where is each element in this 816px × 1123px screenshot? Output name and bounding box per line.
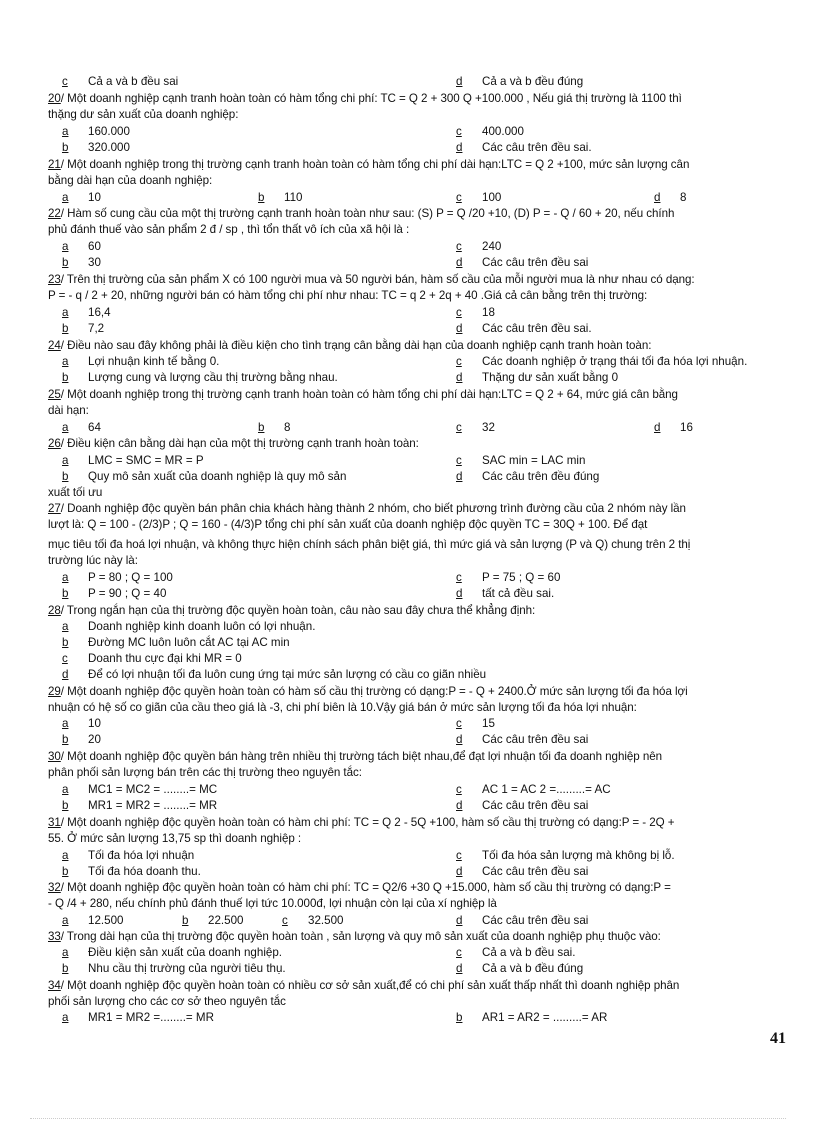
question-26: 26/ Điều kiện cân bằng dài hạn của một thị trường cạnh tranh hoàn toàn: bbox=[48, 437, 419, 450]
q25-option-c: c 32 bbox=[456, 421, 495, 434]
q33-option-d: d Cả a và b đều đúng bbox=[456, 962, 584, 975]
q29-option-c: c 15 bbox=[456, 717, 495, 730]
question-20: 20/ Một doanh nghiệp cạnh tranh hoàn toàn có hàm tổng chi phí: TC = Q 2 + 300 Q +100.000 , Nếu giá thị trường là 1100 thì bbox=[48, 92, 682, 105]
q34-option-b: b AR1 = AR2 = .........= AR bbox=[456, 1011, 608, 1024]
page-number: 41 bbox=[770, 1030, 786, 1047]
question-23-cont: P = - q / 2 + 20, những người bán có hàm tổng chi phí như nhau: TC = q 2 + 2q + 40 .Giá cả cân bằng trên thị trường: bbox=[48, 289, 648, 302]
q29-option-b: b 20 bbox=[62, 733, 101, 746]
question-34-cont: phối sản lượng cho các cơ sở theo nguyên tắc bbox=[48, 995, 286, 1008]
question-31-cont: 55. Ở mức sản lượng 13,75 sp thì doanh nghiệp : bbox=[48, 832, 302, 845]
q31-option-a: a Tối đa hóa lợi nhuận bbox=[62, 849, 195, 862]
q21-option-b: b 110 bbox=[258, 191, 303, 204]
question-20-cont: thặng dư sản xuất của doanh nghiệp: bbox=[48, 108, 239, 121]
q24-option-b: b Lượng cung và lượng cầu thị trường bằng nhau. bbox=[62, 371, 338, 384]
q24-option-c: c Các doanh nghiệp ở trạng thái tối đa hóa lợi nhuận. bbox=[456, 355, 748, 368]
q26-option-c: c SAC min = LAC min bbox=[456, 454, 586, 467]
question-34: 34/ Một doanh nghiệp độc quyền hoàn toàn có nhiều cơ sở sản xuất,để có chi phí sản xuất thấp nhất thì doanh nghiệp phân bbox=[48, 979, 680, 992]
option-d: d Cả a và b đều đúng bbox=[456, 75, 584, 88]
q33-option-c: c Cả a và b đều sai. bbox=[456, 946, 576, 959]
q27-option-a: a P = 80 ; Q = 100 bbox=[62, 571, 173, 584]
q20-option-a: a 160.000 bbox=[62, 125, 130, 138]
q27-option-b: b P = 90 ; Q = 40 bbox=[62, 587, 167, 600]
q28-option-a: a Doanh nghiệp kinh doanh luôn có lợi nhuận. bbox=[62, 620, 316, 633]
question-32-cont: - Q /4 + 280, nếu chính phủ đánh thuế lợi tức 10.000đ, lợi nhuận còn lại của xí nghiệp là bbox=[48, 897, 497, 910]
question-32: 32/ Một doanh nghiệp độc quyền hoàn toàn có hàm chi phí: TC = Q2/6 +30 Q +15.000, hàm số cầu thị trường có dạng:P = bbox=[48, 881, 671, 894]
question-30-cont: phân phối sản lượng bán trên các thị trường theo nguyên tắc: bbox=[48, 766, 362, 779]
q31-option-b: b Tối đa hóa doanh thu. bbox=[62, 865, 201, 878]
question-25: 25/ Một doanh nghiệp trong thị trường cạnh tranh hoàn toàn có hàm tổng chi phí dài hạn:LTC = Q 2 + 64, mức giá cân bằng bbox=[48, 388, 678, 401]
q20-option-d: d Các câu trên đều sai. bbox=[456, 141, 592, 154]
question-30: 30/ Một doanh nghiệp độc quyền bán hàng trên nhiều thị trường tách biệt nhau,để đạt lợi nhuận tối đa doanh nghiệp nên bbox=[48, 750, 663, 763]
q21-option-a: a 10 bbox=[62, 191, 101, 204]
footer-divider bbox=[30, 1118, 786, 1119]
q28-option-b: b Đường MC luôn luôn cắt AC tại AC min bbox=[62, 636, 290, 649]
q26-option-d: d Các câu trên đều đúng bbox=[456, 470, 600, 483]
q26-option-a: a LMC = SMC = MR = P bbox=[62, 454, 204, 467]
q21-option-c: c 100 bbox=[456, 191, 502, 204]
q29-option-d: d Các câu trên đều sai bbox=[456, 733, 589, 746]
q22-option-c: c 240 bbox=[456, 240, 502, 253]
q27-option-d: d tất cả đều sai. bbox=[456, 587, 555, 600]
q34-option-a: a MR1 = MR2 =........= MR bbox=[62, 1011, 214, 1024]
q33-option-b: b Nhu cầu thị trường của người tiêu thụ. bbox=[62, 962, 286, 975]
question-23: 23/ Trên thị trường của sản phẩm X có 100 người mua và 50 người bán, hàm số cầu của mỗi người mua là như nhau có dạng: bbox=[48, 273, 695, 286]
question-22: 22/ Hàm số cung cầu của một thị trường cạnh tranh hoàn toàn như sau: (S) P = Q /20 +10, (D) P = - Q / 60 + 20, nếu chính bbox=[48, 207, 675, 220]
option-c: c Cả a và b đều sai bbox=[62, 75, 179, 88]
q22-option-d: d Các câu trên đều sai bbox=[456, 256, 589, 269]
q26-option-b: b Quy mô sản xuất của doanh nghiệp là quy mô sản bbox=[62, 470, 347, 483]
question-28: 28/ Trong ngắn hạn của thị trường độc quyền hoàn toàn, câu nào sau đây chưa thể khẳng định: bbox=[48, 604, 536, 617]
q22-option-b: b 30 bbox=[62, 256, 101, 269]
q23-option-d: d Các câu trên đều sai. bbox=[456, 322, 592, 335]
question-27-cont3: trường lúc này là: bbox=[48, 554, 138, 567]
q32-option-a: a 12.500 bbox=[62, 914, 124, 927]
q25-option-a: a 64 bbox=[62, 421, 101, 434]
question-27: 27/ Doanh nghiệp độc quyền bán phân chia khách hàng thành 2 nhóm, cho biết phương trình đường cầu của 2 nhóm này lần bbox=[48, 502, 686, 515]
q28-option-d: d Để có lợi nhuận tối đa luôn cung ứng tại mức sản lượng có cầu co giãn nhiều bbox=[62, 668, 487, 681]
q27-option-c: c P = 75 ; Q = 60 bbox=[456, 571, 561, 584]
question-33: 33/ Trong dài hạn của thị trường độc quyền hoàn toàn , sản lượng và quy mô sản xuất của doanh nghiệp phụ thuộc vào: bbox=[48, 930, 661, 943]
q24-option-a: a Lợi nhuận kinh tế bằng 0. bbox=[62, 355, 220, 368]
q28-option-c: c Doanh thu cực đại khi MR = 0 bbox=[62, 652, 242, 665]
question-31: 31/ Một doanh nghiệp độc quyền hoàn toàn có hàm chi phí: TC = Q 2 - 5Q +100, hàm số cầu thị trường có dạng:P = - 2Q + bbox=[48, 816, 675, 829]
question-29-cont: nhuận có hệ số co giãn của cầu theo giá là -3, chi phí biên là 10.Vậy giá bán ở mức sản lượng tối đa hóa lợi nhuận: bbox=[48, 701, 637, 714]
question-27-cont: lượt là: Q = 100 - (2/3)P ; Q = 160 - (4/3)P tổng chi phí sản xuất của doanh nghiệp độc quyền TC = 30Q + 100. Để đạt bbox=[48, 518, 648, 531]
q30-option-b: b MR1 = MR2 = ........= MR bbox=[62, 799, 218, 812]
q29-option-a: a 10 bbox=[62, 717, 101, 730]
question-25-cont: dài hạn: bbox=[48, 404, 89, 417]
question-21: 21/ Một doanh nghiệp trong thị trường cạnh tranh hoàn toàn có hàm tổng chi phí dài hạn:LTC = Q 2 +100, mức sản lượng cân bbox=[48, 158, 690, 171]
q32-option-b: b 22.500 bbox=[182, 914, 244, 927]
q32-option-c: c 32.500 bbox=[282, 914, 344, 927]
q25-option-d: d 16 bbox=[654, 421, 693, 434]
question-29: 29/ Một doanh nghiệp độc quyền hoàn toàn có hàm số cầu thị trường có dạng:P = - Q + 2400.Ở mức sản lượng tối đa hóa lợi bbox=[48, 685, 688, 698]
question-21-cont: bằng dài hạn của doanh nghiệp: bbox=[48, 174, 213, 187]
question-24: 24/ Điều nào sau đây không phải là điều kiện cho tình trạng cân bằng dài hạn của doanh nghiệp cạnh tranh hoàn toàn: bbox=[48, 339, 652, 352]
q31-option-d: d Các câu trên đều sai bbox=[456, 865, 589, 878]
q21-option-d: d 8 bbox=[654, 191, 687, 204]
q20-option-b: b 320.000 bbox=[62, 141, 130, 154]
q30-option-c: c AC 1 = AC 2 =.........= AC bbox=[456, 783, 611, 796]
q23-option-c: c 18 bbox=[456, 306, 495, 319]
q26-option-b-cont: xuất tối ưu bbox=[48, 486, 103, 499]
q32-option-d: d Các câu trên đều sai bbox=[456, 914, 589, 927]
q25-option-b: b 8 bbox=[258, 421, 291, 434]
q30-option-d: d Các câu trên đều sai bbox=[456, 799, 589, 812]
q31-option-c: c Tối đa hóa sản lượng mà không bị lỗ. bbox=[456, 849, 675, 862]
q22-option-a: a 60 bbox=[62, 240, 101, 253]
q33-option-a: a Điều kiện sản xuất của doanh nghiệp. bbox=[62, 946, 283, 959]
q24-option-d: d Thặng dư sản xuất bằng 0 bbox=[456, 371, 619, 384]
question-22-cont: phủ đánh thuế vào sản phẩm 2 đ / sp , thì tổn thất vô ích của xã hội là : bbox=[48, 223, 410, 236]
q30-option-a: a MC1 = MC2 = ........= MC bbox=[62, 783, 218, 796]
question-27-cont2: mục tiêu tối đa hoá lợi nhuận, và không thực hiện chính sách phân biệt giá, thì mức giá và sản lượng (P và Q) chung trên 2 thị bbox=[48, 538, 691, 551]
q20-option-c: c 400.000 bbox=[456, 125, 524, 138]
q23-option-b: b 7,2 bbox=[62, 322, 105, 335]
q23-option-a: a 16,4 bbox=[62, 306, 111, 319]
